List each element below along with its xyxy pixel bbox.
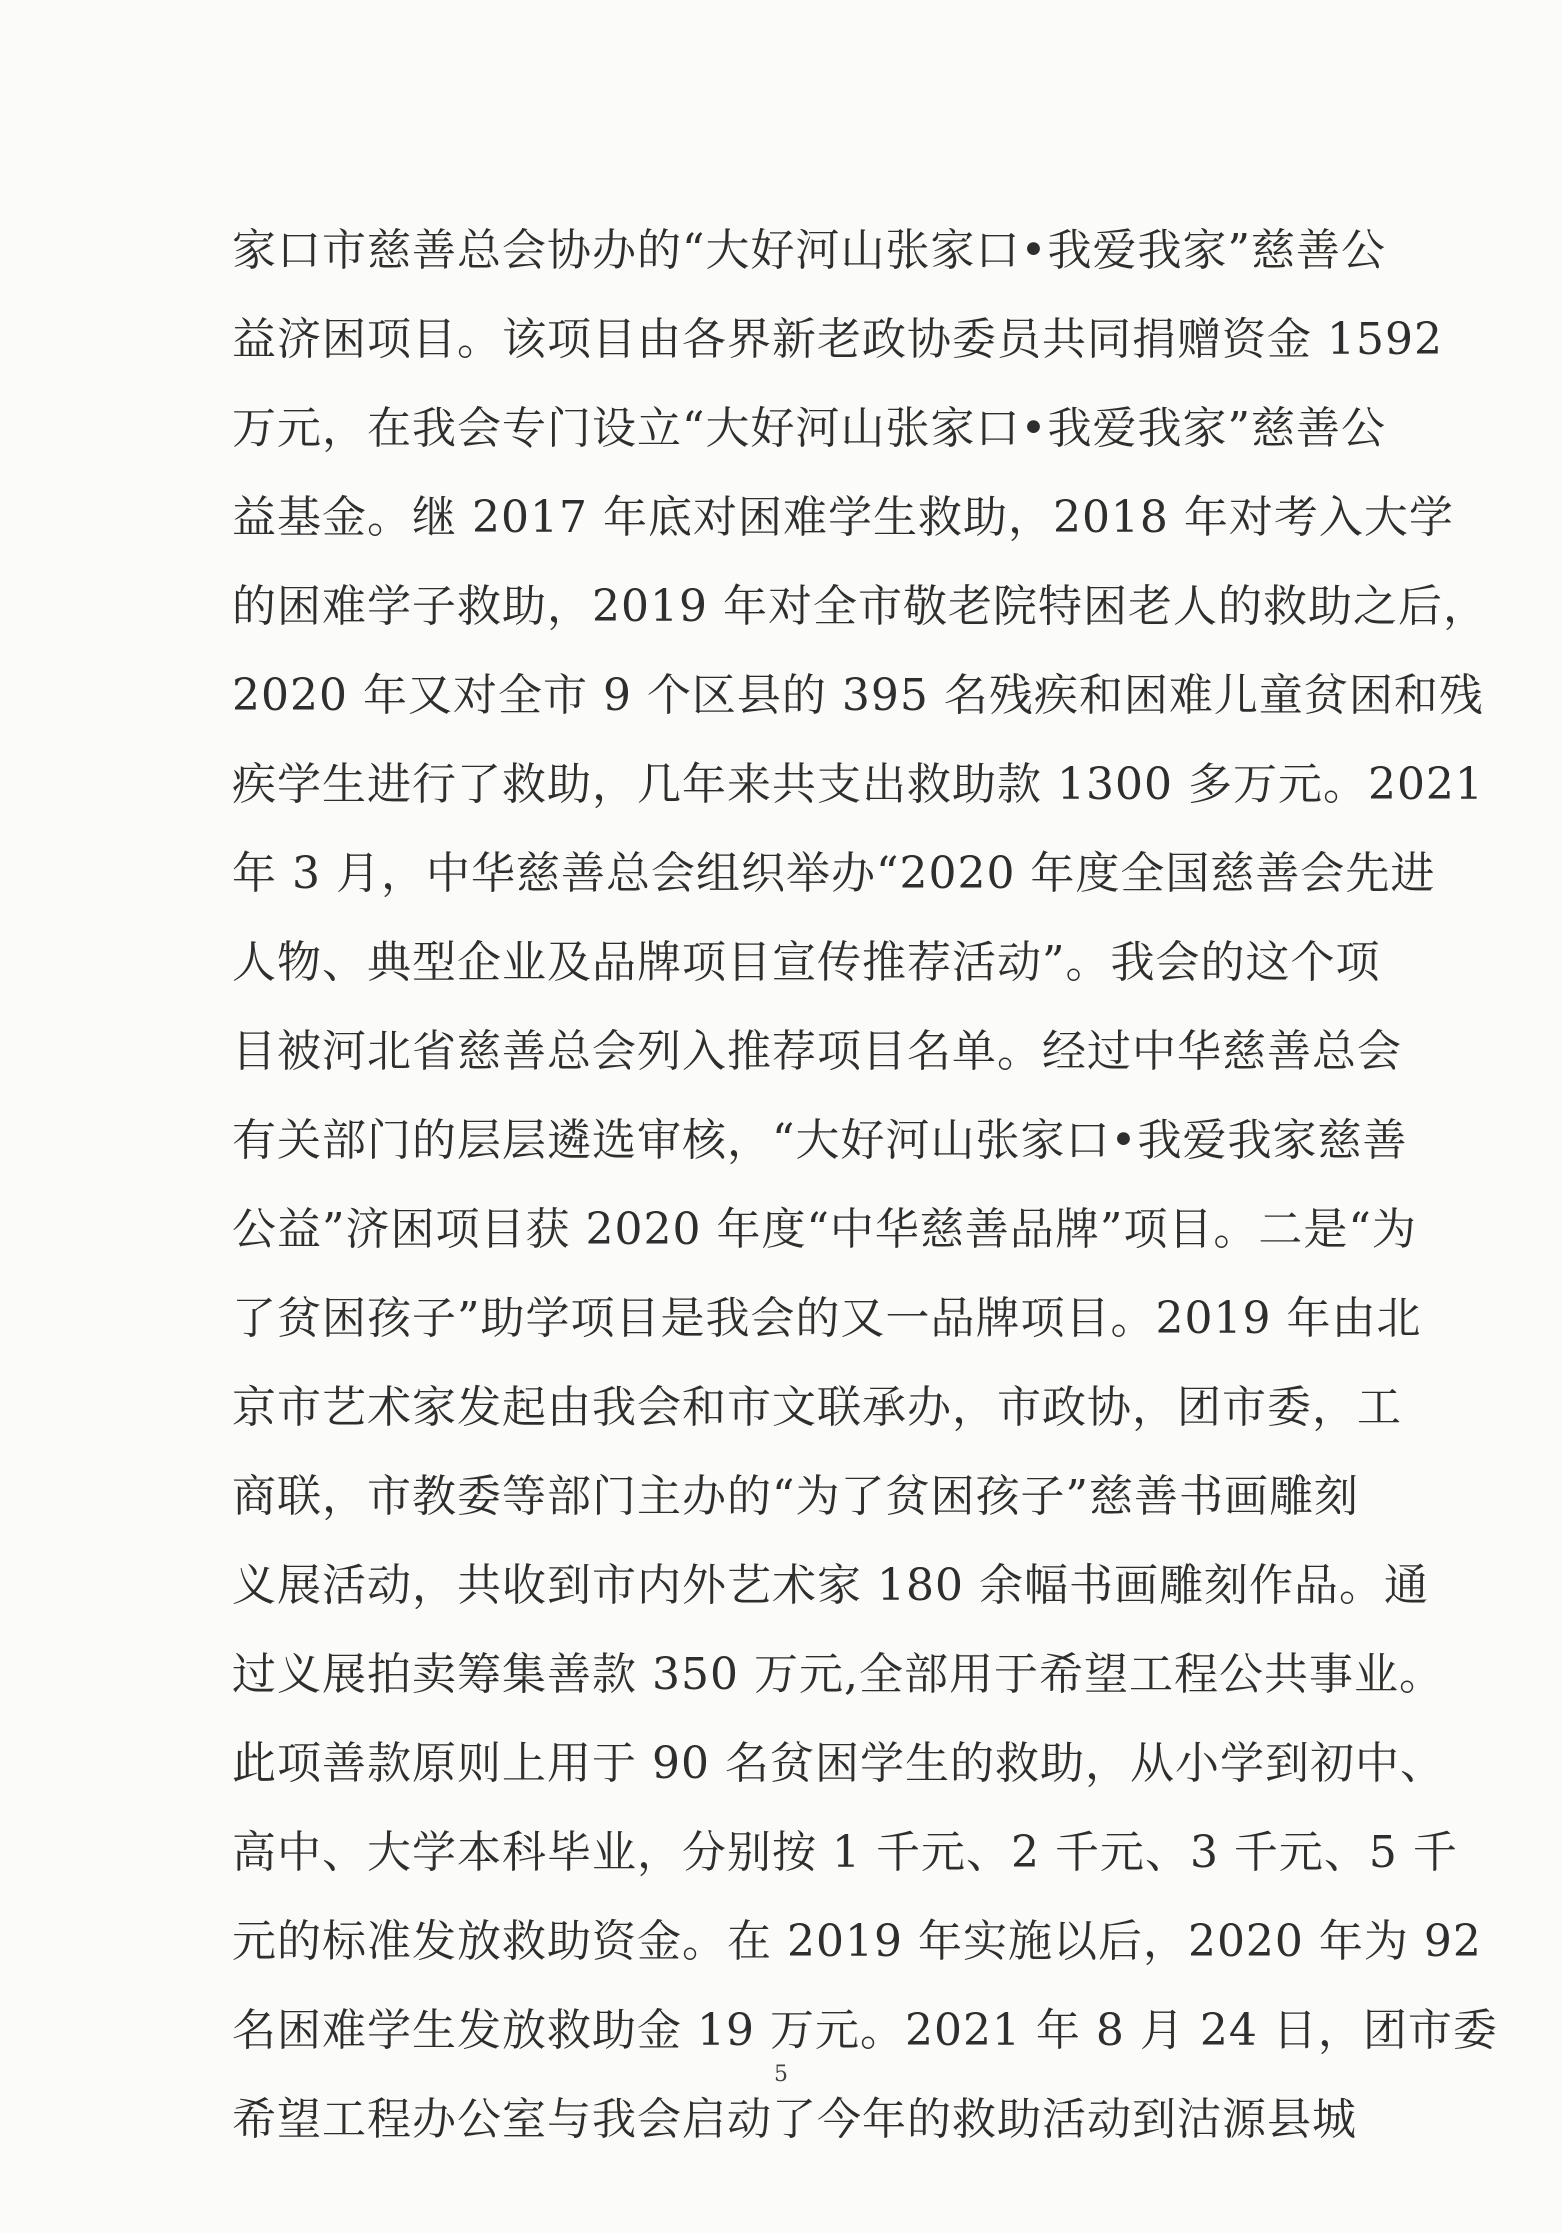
text-line: 京市艺术家发起由我会和市文联承办，市政协，团市委，工	[232, 1382, 1402, 1433]
text-line: 人物、典型企业及品牌项目宣传推荐活动”。我会的这个项	[232, 937, 1381, 988]
text-line: 有关部门的层层遴选审核，“大好河山张家口•我爱我家慈善	[232, 1115, 1408, 1166]
text-line: 万元，在我会专门设立“大好河山张家口•我爱我家”慈善公	[232, 403, 1386, 454]
text-line: 目被河北省慈善总会列入推荐项目名单。经过中华慈善总会	[232, 1026, 1402, 1077]
text-line: 高中、大学本科毕业，分别按 1 千元、2 千元、3 千元、5 千	[232, 1827, 1458, 1878]
text-line: 名困难学生发放救助金 19 万元。2021 年 8 月 24 日，团市委	[232, 2005, 1498, 2056]
text-line: 家口市慈善总会协办的“大好河山张家口•我爱我家”慈善公	[232, 225, 1386, 276]
text-line: 此项善款原则上用于 90 名贫困学生的救助，从小学到初中、	[232, 1738, 1445, 1789]
text-line: 了贫困孩子”助学项目是我会的又一品牌项目。2019 年由北	[232, 1293, 1422, 1344]
text-line: 公益”济困项目获 2020 年度“中华慈善品牌”项目。二是“为	[232, 1204, 1417, 1255]
text-line: 义展活动，共收到市内外艺术家 180 余幅书画雕刻作品。通	[232, 1560, 1429, 1611]
text-line: 益基金。继 2017 年底对困难学生救助，2018 年对考入大学	[232, 492, 1454, 543]
text-line: 商联，市教委等部门主办的“为了贫困孩子”慈善书画雕刻	[232, 1471, 1359, 1522]
text-line: 元的标准发放救助资金。在 2019 年实施以后，2020 年为 92	[232, 1916, 1482, 1967]
text-line: 益济困项目。该项目由各界新老政协委员共同捐赠资金 1592	[232, 314, 1443, 365]
page-number: 5	[774, 2062, 788, 2087]
text-line: 年 3 月，中华慈善总会组织举办“2020 年度全国慈善会先进	[232, 848, 1436, 899]
text-line: 疾学生进行了救助，几年来共支出救助款 1300 多万元。2021	[232, 759, 1484, 810]
text-line: 的困难学子救助，2019 年对全市敬老院特困老人的救助之后，	[232, 581, 1488, 632]
text-line: 希望工程办公室与我会启动了今年的救助活动到沽源县城	[232, 2094, 1357, 2145]
text-line: 2020 年又对全市 9 个区县的 395 名残疾和困难儿童贫困和残	[232, 670, 1484, 721]
text-line: 过义展拍卖筹集善款 350 万元,全部用于希望工程公共事业。	[232, 1649, 1444, 1700]
body-text	[232, 206, 1498, 2164]
